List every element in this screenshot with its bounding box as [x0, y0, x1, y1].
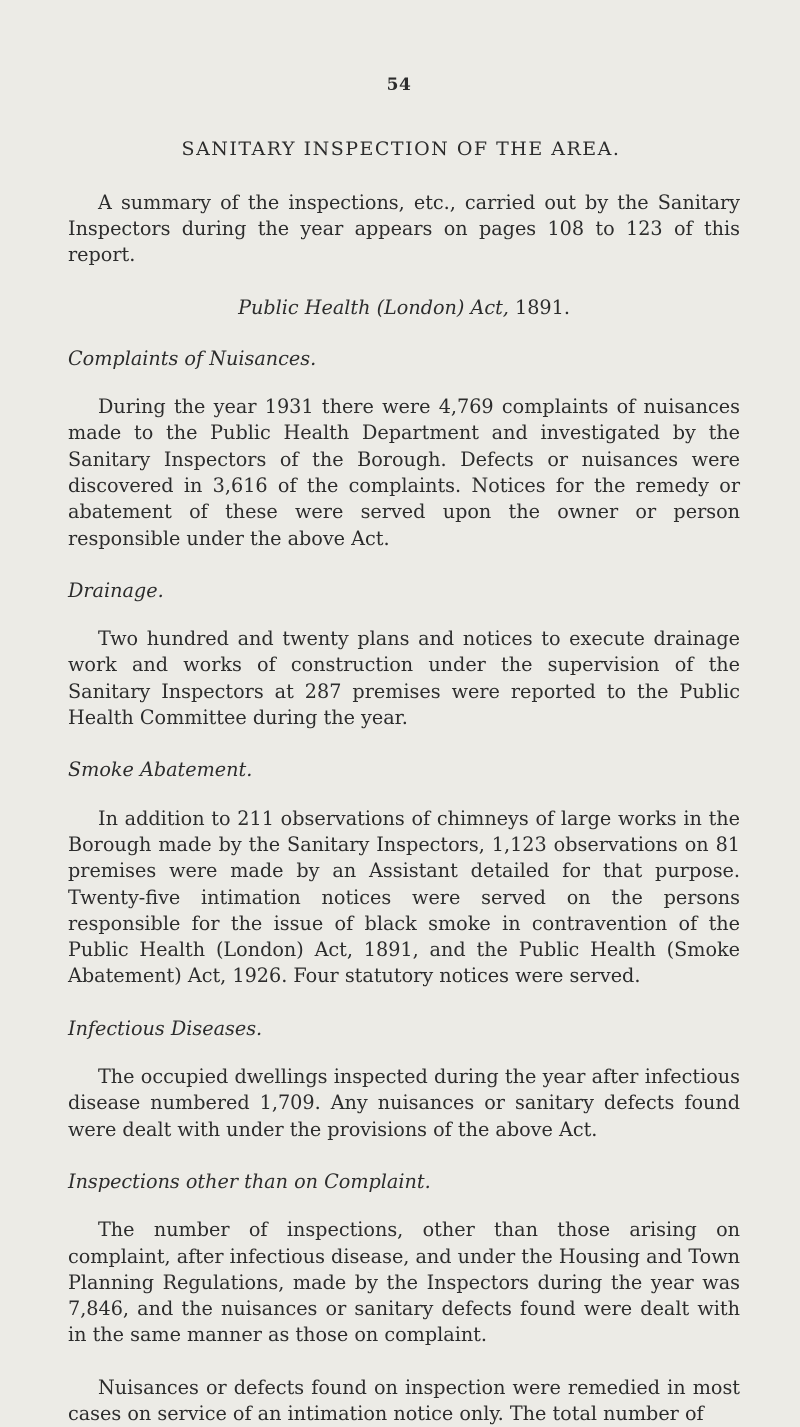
- page-number: 54: [386, 75, 412, 95]
- section-smoke-abatement: [68, 757, 740, 989]
- section-paragraph: The number of inspections, other than those arising on complaint, after infectious disease, and under the Housing and Town Planning Regulations, made by the Inspectors during the year was 7,846, and the nuisances or sanitary defects found were dealt with in the same manner as those on complaint.: [68, 1218, 741, 1347]
- act-year: 1891.: [515, 296, 570, 320]
- section-heading: Infectious Diseases.: [68, 1016, 263, 1040]
- section-heading: Drainage.: [68, 578, 164, 602]
- closing-paragraph: Nuisances or defects found on inspection were remedied in most cases on service of an intimation notice only. The total number of: [68, 1375, 740, 1425]
- section-paragraph: The occupied dwellings inspected during the year after infectious disease numbered 1,709. Any nuisances or sanitary defects found were dealt with under the provisions of the above Act.: [68, 1065, 740, 1141]
- page-title: SANITARY INSPECTION OF THE AREA.: [181, 138, 621, 161]
- section-infectious-diseases: [68, 1016, 740, 1143]
- section-complaints-of-nuisances: [68, 346, 740, 552]
- act-name: Public Health (London) Act,: [238, 296, 509, 320]
- intro-paragraph: A summary of the inspections, etc., carried out by the Sanitary Inspectors during the year appears on pages 108 to 123 of this report.: [68, 190, 740, 267]
- section-drainage: [68, 578, 740, 731]
- section-inspections-other-than-complaint: [68, 1169, 740, 1349]
- act-title: [68, 295, 740, 321]
- section-heading: Inspections other than on Complaint.: [68, 1169, 431, 1193]
- section-paragraph: Two hundred and twenty plans and notices to execute drainage work and works of construction under the supervision of the Sanitary Inspectors at 287 premises were reported to the Public Health Committee during the year.: [68, 627, 740, 730]
- section-heading: Smoke Abatement.: [68, 758, 253, 782]
- section-paragraph: In addition to 211 observations of chimneys of large works in the Borough made by the Sanitary Inspectors, 1,123 observations on 81 premises were made by an Assistant detailed for that purpose. Twenty-five intimation notices were served on the persons responsible for the issue of black smoke in contravention of the Public Health (London) Act, 1891, and the Public Health (Smoke Abatement) Act, 1926. Four statutory notices were served.: [68, 806, 740, 988]
- section-paragraph: During the year 1931 there were 4,769 complaints of nuisances made to the Public Health Department and investigated by the Sanitary Inspectors of the Borough. Defects or nuisances were discovered in 3,616 of the complaints. Notices for the remedy or abatement of these were served upon the owner or person responsible under the above Act.: [68, 395, 740, 550]
- section-heading: Complaints of Nuisances.: [68, 346, 317, 370]
